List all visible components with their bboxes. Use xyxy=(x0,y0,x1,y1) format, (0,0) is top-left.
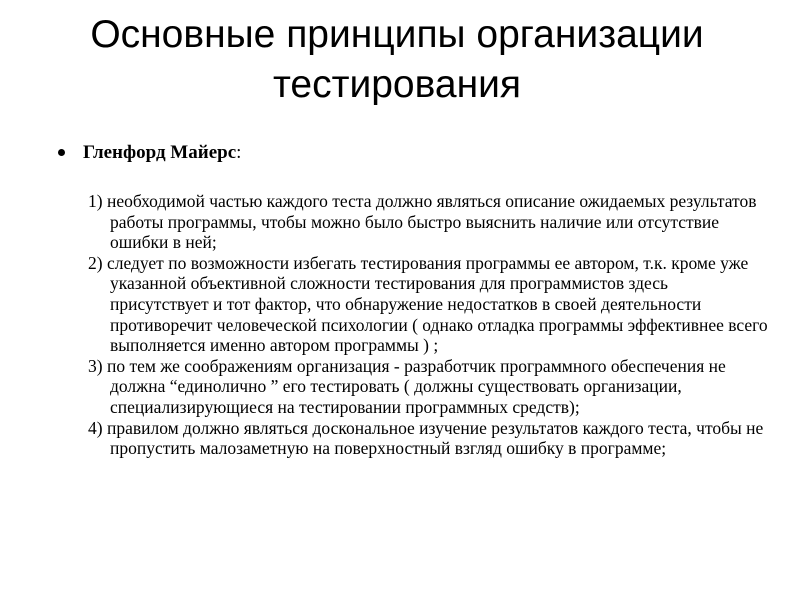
principle-item: 1) необходимой частью каждого теста должно являться описание ожидаемых результатов работы программы, чтобы можно было быстро выяснить наличие или отсутствие ошибки в ней; xyxy=(88,191,757,253)
bullet-dot-icon xyxy=(58,149,65,156)
principle-item: 4) правилом должно являться доскональное изучение результатов каждого теста, чтобы не пропустить малозаметную на поверхностный взгляд ошибку в программе; xyxy=(88,417,764,459)
bullet-item xyxy=(58,141,241,165)
slide-title-line-1: Основные принципы организации xyxy=(90,13,704,56)
bullet-colon: : xyxy=(236,142,242,163)
principle-item: 2) следует по возможности избегать тестирования программы ее автором, т.к. кроме уже указанной объективной сложности тестирования для программистов здесь присутствует и тот фактор, что обнаружение недостатков в своей деятельности противоречит человеческой психологии ( однако отладка программы эффективнее всего выполняется именно автором программы ) ; xyxy=(88,252,768,356)
slide-title xyxy=(0,10,794,110)
principles-list xyxy=(88,191,768,459)
principle-item: 3) по тем же соображениям организация - разработчик программного обеспечения не должна “единолично ” его тестировать ( должны существовать организации, специализирующиеся на тестировании программных средств); xyxy=(88,355,726,417)
slide-title-line-2: тестирования xyxy=(272,63,522,106)
bullet-author-name: Гленфорд Майерс xyxy=(83,142,237,163)
